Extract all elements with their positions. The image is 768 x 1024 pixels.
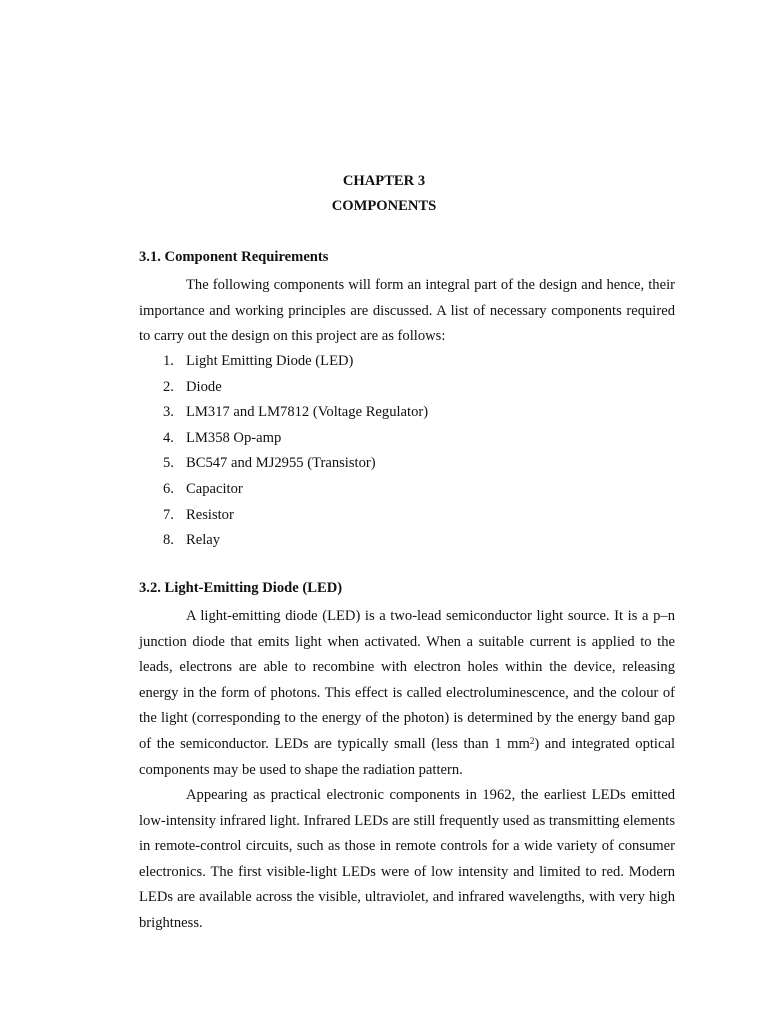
section-heading-3-1: 3.1. Component Requirements [139,249,329,265]
paragraph-text: A light-emitting diode (LED) is a two-lead semiconductor light source. It is a p–n junction diode that emits light when activated. When a suitable current is applied to the leads, electrons are able to recombine with electron holes within the device, releasing energy in the form of photons. This effect is called electroluminescence, and the colour of the light (corresponding to the energy of the photon) is determined by the energy band gap of the semiconductor. LEDs are typically small (less than 1 mm [139,608,675,752]
section-3-2-paragraph-1 [139,604,675,783]
list-item-text: Relay [186,532,221,549]
list-item-number: 8. [163,532,174,549]
section-3-1-paragraph: The following components will form an integral part of the design and hence, their importance and working principles are discussed. A list of necessary components required to carry out the design on this project are as follows: [139,277,675,345]
list-item-number: 2. [163,378,174,395]
list-item-text: LM317 and LM7812 (Voltage Regulator) [186,404,429,421]
list-item [139,426,675,452]
list-item-text: Light Emitting Diode (LED) [186,353,354,369]
section-3-2-paragraph-2: Appearing as practical electronic components in 1962, the earliest LEDs emitted low-intensity infrared light. Infrared LEDs are still frequently used as transmitting elements in remote-control circuits, such as those in remote controls for a wide variety of consumer electronics. The first visible-light LEDs were of low intensity and limited to red. Modern LEDs are available across the visible, ultraviolet, and infrared wavelengths, with very high brightness. [139,787,675,931]
list-item [139,400,675,426]
paragraph-text-continued: ) and integrated optical components may be used to shape the radiation pattern. [139,735,675,778]
list-item-number: 5. [163,455,174,472]
list-item [139,503,675,529]
chapter-title: COMPONENTS [331,198,437,214]
list-item-number: 6. [163,480,174,497]
list-item-text: Diode [186,378,222,395]
list-item-number: 7. [163,506,174,523]
list-item-number: 3. [163,404,174,421]
list-item-text: Resistor [186,506,234,523]
list-item [139,349,675,375]
list-item [139,477,675,503]
list-item-text: Capacitor [186,480,243,497]
chapter-number: CHAPTER 3 [342,173,426,189]
superscript: 2 [529,735,535,746]
list-item [139,375,675,401]
section-heading-3-2: 3.2. Light-Emitting Diode (LED) [139,580,343,596]
list-item [139,528,675,554]
list-item-number: 1. [163,353,174,369]
component-list [139,349,675,554]
list-item-text: LM358 Op-amp [186,429,282,446]
list-item-text: BC547 and MJ2955 (Transistor) [186,455,376,472]
list-item-number: 4. [163,429,174,446]
list-item [139,451,675,477]
